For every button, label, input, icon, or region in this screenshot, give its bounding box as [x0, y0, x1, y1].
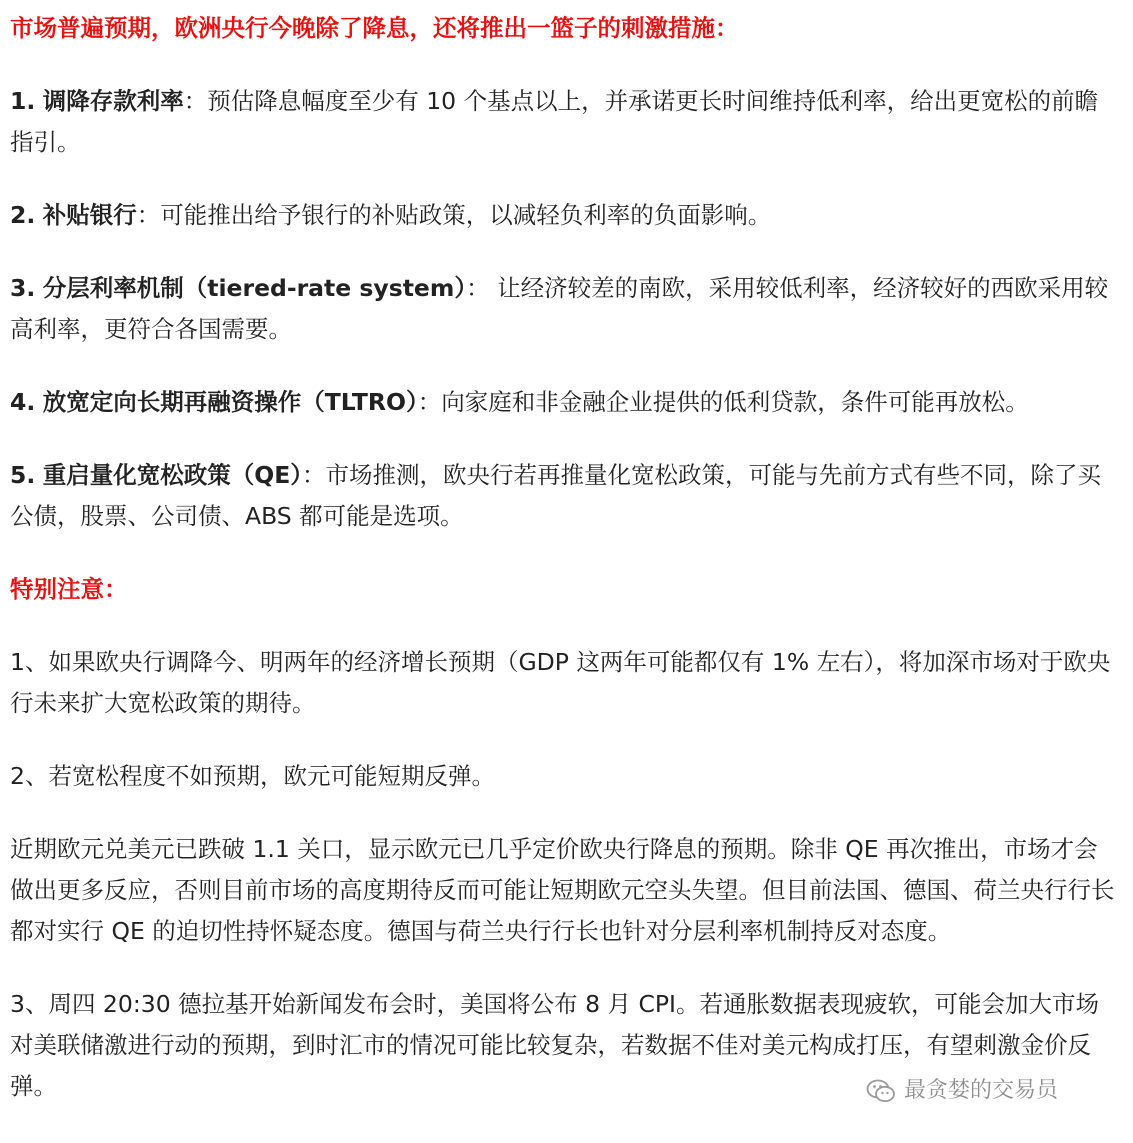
measure-number: 3. [10, 274, 36, 302]
measure-title: 补贴银行 [42, 201, 137, 229]
measure-separator: ： [302, 461, 326, 489]
measure-number: 1. [10, 87, 36, 115]
note-paragraph: 3、周四 20:30 德拉基开始新闻发布会时，美国将公布 8 月 CPI。若通胀数据表现疲软，可能会加大市场对美联储激进行动的预期，到时汇市的情况可能比较复杂，若数据不佳对美元构成打压，有望刺激金价反弹。 [10, 990, 1099, 1100]
notice-heading: 特别注意： [10, 575, 128, 603]
watermark-text: 最贪婪的交易员 [904, 1078, 1059, 1103]
article-body [10, 8, 1116, 1139]
measure-number: 2. [10, 201, 36, 229]
note-paragraph: 1、如果欧央行调降今、明两年的经济增长预期（GDP 这两年可能都仅有 1% 左右），将加深市场对于欧央行未来扩大宽松政策的期待。 [10, 648, 1111, 717]
measure-item [10, 81, 1116, 163]
article-heading: 市场普遍预期，欧洲央行今晚除了降息，还将推出一篮子的刺激措施： [10, 14, 739, 42]
measure-text: 让经济较差的南欧，采用较低利率，经济较好的西欧采用较高利率，更符合各国需要。 [10, 274, 1109, 343]
measure-separator: ： [417, 388, 442, 416]
watermark [866, 1076, 1058, 1106]
note-paragraph: 近期欧元兑美元已跌破 1.1 关口，显示欧元已几乎定价欧央行降息的预期。除非 QE 再次推出，市场才会做出更多反应，否则目前市场的高度期待反而可能让短期欧元空头失望。但目前法国、德国、荷兰央行行长都对实行 QE 的迫切性持怀疑态度。德国与荷兰央行行长也针对分层利率机制持反对态度。 [10, 835, 1115, 945]
measure-separator: ： [136, 201, 161, 229]
measure-number: 5. [10, 461, 36, 489]
measure-separator: ： [183, 87, 208, 115]
measure-title: 放宽定向长期再融资操作（TLTRO） [42, 388, 418, 416]
measure-text: 市场推测，欧央行若再推量化宽松政策，可能与先前方式有些不同，除了买公债，股票、公司债、ABS 都可能是选项。 [10, 461, 1102, 530]
note-paragraph: 2、若宽松程度不如预期，欧元可能短期反弹。 [10, 762, 495, 790]
measure-title: 重启量化宽松政策（QE） [42, 461, 303, 489]
measure-item [10, 382, 1116, 423]
wechat-icon [866, 1078, 896, 1104]
measure-text: 预估降息幅度至少有 10 个基点以上，并承诺更长时间维持低利率，给出更宽松的前瞻指引。 [10, 87, 1099, 156]
measure-text: 可能推出给予银行的补贴政策，以减轻负利率的负面影响。 [160, 201, 772, 229]
measure-item [10, 195, 1116, 236]
measure-separator: ： [466, 274, 498, 302]
measure-text: 向家庭和非金融企业提供的低利贷款，条件可能再放松。 [441, 388, 1029, 416]
measure-item [10, 455, 1116, 537]
measure-title: 调降存款利率 [42, 87, 184, 115]
measure-number: 4. [10, 388, 36, 416]
measure-title: 分层利率机制（tiered-rate system） [42, 274, 467, 302]
measure-item [10, 268, 1116, 350]
